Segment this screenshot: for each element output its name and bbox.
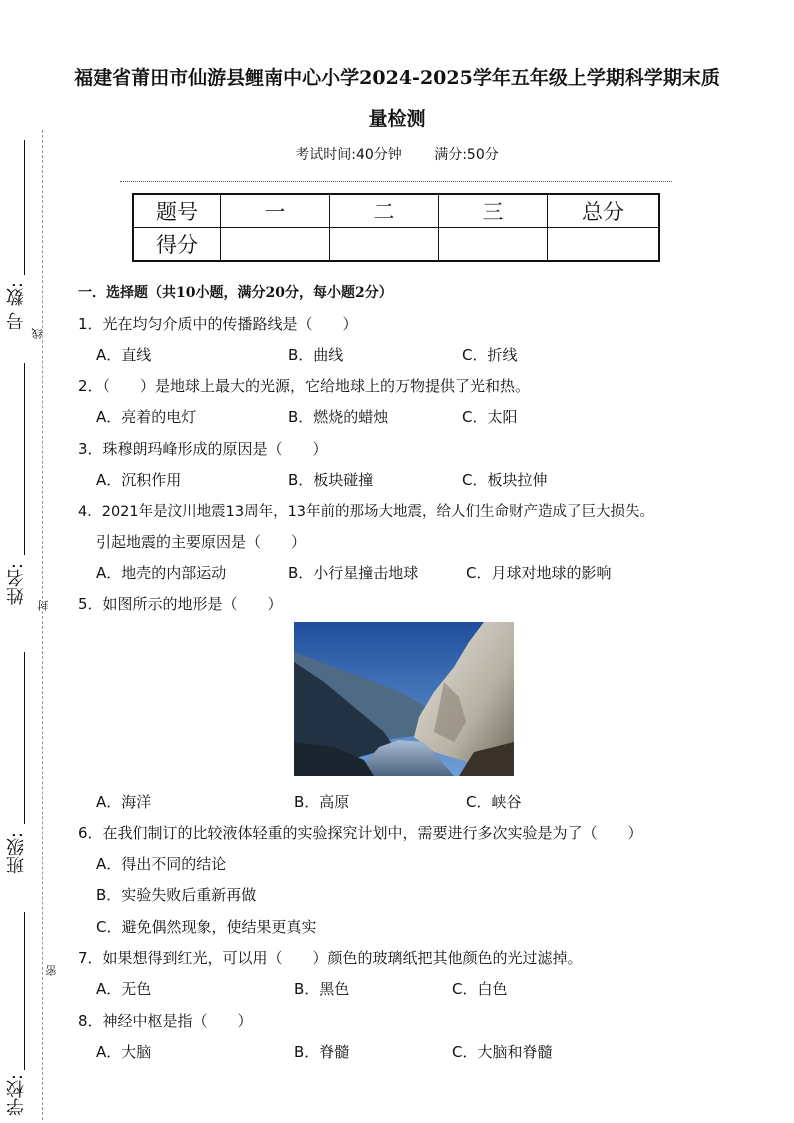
score-cell-part-2: 二	[330, 194, 439, 228]
score-input-cell[interactable]	[330, 228, 439, 262]
score-table-score-row	[133, 228, 659, 262]
full-score: 满分:50分	[434, 147, 499, 163]
score-table	[132, 193, 660, 262]
exam-time: 考试时间:40分钟	[295, 147, 402, 163]
dotted-divider	[120, 181, 672, 182]
option-3a: A．沉积作用	[96, 471, 182, 489]
option-5b: B．高原	[294, 793, 350, 811]
question-1: 1．光在均匀介质中的传播路线是（ ）	[78, 315, 358, 333]
question-4: 4．2021年是汶川地震13周年，13年前的那场大地震，给人们生命财产造成了巨大损失。	[78, 504, 655, 520]
option-6a: A．得出不同的结论	[96, 855, 227, 873]
name-fill-line	[24, 363, 25, 555]
option-1b: B．曲线	[288, 346, 344, 364]
binding-dashed-line	[42, 130, 43, 1120]
school-label: 学校:	[6, 1074, 27, 1117]
page-title-line-1: 福建省莆田市仙游县鲤南中心小学2024-2025学年五年级上学期科学期末质	[74, 67, 720, 89]
option-1a: A．直线	[96, 346, 152, 364]
option-5c: C．峡谷	[466, 793, 522, 811]
option-2c: C．太阳	[462, 408, 518, 426]
class-fill-line	[24, 652, 25, 824]
question-6: 6．在我们制订的比较液体轻重的实验探究计划中，需要进行多次实验是为了（ ）	[78, 824, 643, 842]
name-label: 姓名:	[6, 563, 27, 606]
score-input-cell[interactable]	[548, 228, 660, 262]
option-4a: A．地壳的内部运动	[96, 564, 227, 582]
option-5a: A．海洋	[96, 793, 152, 811]
school-fill-line	[24, 912, 25, 1070]
option-6c: C．避免偶然现象，使结果更真实	[96, 918, 317, 936]
class-label: 班级:	[6, 832, 27, 875]
option-8a: A．大脑	[96, 1043, 152, 1061]
question-4-cont: 引起地震的主要原因是（ ）	[96, 533, 307, 551]
score-cell-total: 总分	[548, 194, 660, 228]
option-1c: C．折线	[462, 346, 518, 364]
option-6b: B．实验失败后重新再做	[96, 886, 257, 904]
exam-info	[0, 144, 794, 164]
option-3c: C．板块拉伸	[462, 471, 548, 489]
section-heading: 一．选择题（共10小题，满分20分，每小题2分）	[78, 285, 393, 301]
option-2a: A．亮着的电灯	[96, 408, 197, 426]
option-3b: B．板块碰撞	[288, 471, 374, 489]
score-input-cell[interactable]	[439, 228, 548, 262]
option-4b: B．小行星撞击地球	[288, 564, 419, 582]
seal-mark: 封	[37, 600, 50, 611]
page-title-line-2: 量检测	[368, 108, 426, 130]
score-cell-part-3: 三	[439, 194, 548, 228]
question-2: 2．（ ）是地球上最大的光源，它给地球上的万物提供了光和热。	[78, 377, 531, 395]
score-cell-score-label: 得分	[133, 228, 221, 262]
score-table-header-row	[133, 194, 659, 228]
question-3: 3．珠穆朗玛峰形成的原因是（ ）	[78, 440, 328, 458]
option-7a: A．无色	[96, 980, 152, 998]
option-8b: B．脊髓	[294, 1043, 350, 1061]
question-7: 7．如果想得到红光，可以用（ ）颜色的玻璃纸把其他颜色的光过滤掉。	[78, 949, 583, 967]
score-cell-part-1: 一	[221, 194, 330, 228]
score-cell-question-no: 题号	[133, 194, 221, 228]
line-mark: 线	[31, 328, 44, 339]
canyon-photo	[294, 622, 514, 776]
option-4c: C．月球对地球的影响	[466, 564, 612, 582]
option-2b: B．燃烧的蜡烛	[288, 408, 389, 426]
score-input-cell[interactable]	[221, 228, 330, 262]
option-7b: B．黑色	[294, 980, 350, 998]
question-8: 8．神经中枢是指（ ）	[78, 1012, 253, 1030]
question-5: 5．如图所示的地形是（ ）	[78, 595, 283, 613]
exam-number-label: 号 数:	[6, 282, 27, 330]
secret-mark: 密	[45, 965, 58, 976]
option-7c: C．白色	[452, 980, 508, 998]
option-8c: C．大脑和脊髓	[452, 1043, 553, 1061]
